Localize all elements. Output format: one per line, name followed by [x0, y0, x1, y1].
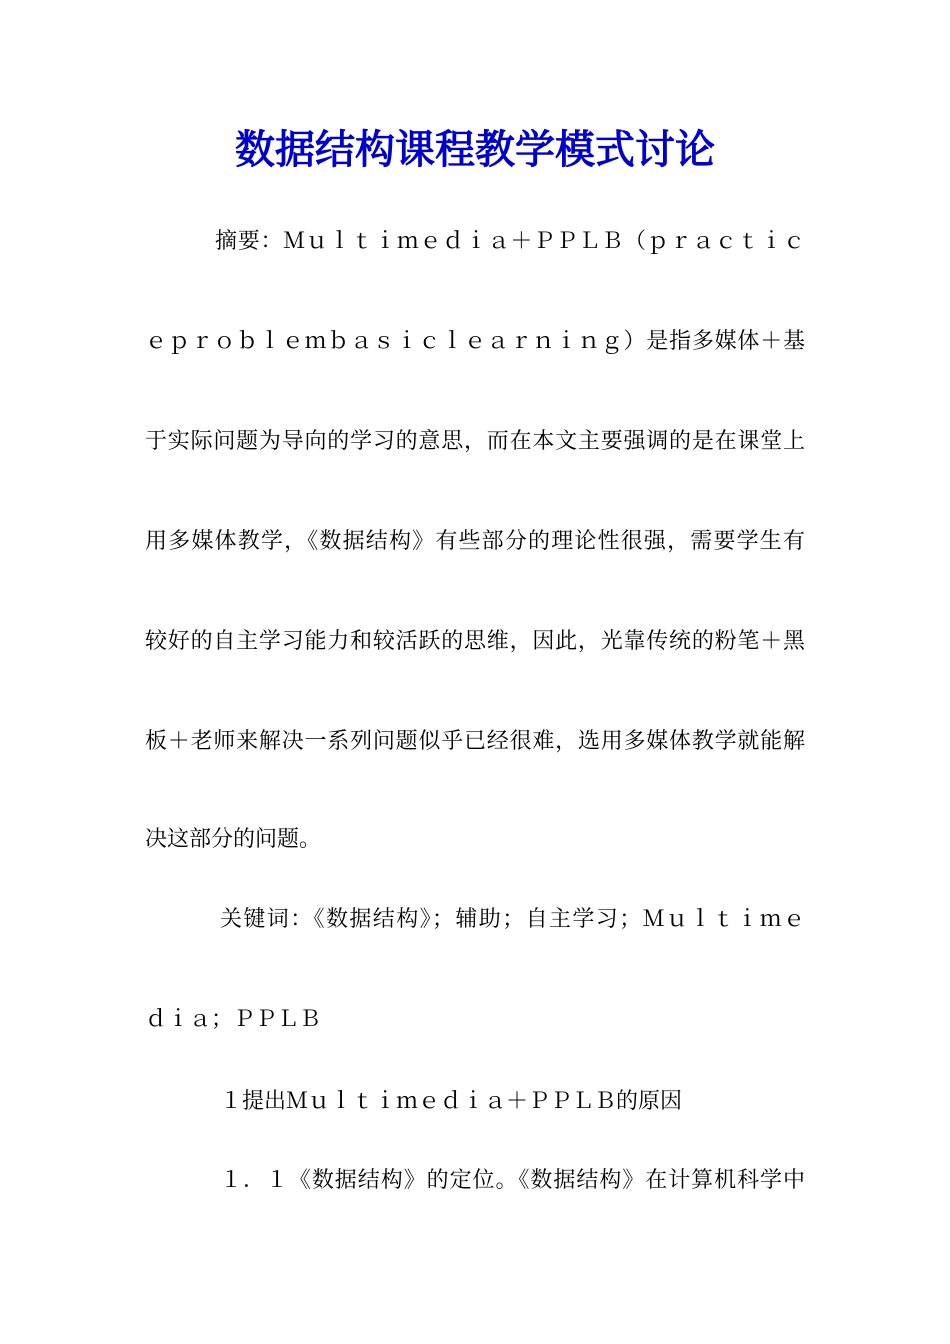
section-body-line-1: １．１《数据结构》的定位。《数据结构》在计算机科学中	[220, 1168, 805, 1193]
abstract-line-2: ｅｐｒｏｂｌｅｍｂａｓｉｃｌｅａｒｎｉｎｇ）是指多媒体＋基	[145, 329, 805, 354]
abstract-line-1: 摘要：Ｍｕｌｔｉｍｅｄｉａ＋ＰＰＬＢ（ｐｒａｃｔｉｃ	[215, 229, 805, 254]
abstract-line-6: 板＋老师来解决一系列问题似乎已经很难，选用多媒体教学就能解	[145, 729, 805, 754]
section-heading: １提出Ｍｕｌｔｉｍｅｄｉａ＋ＰＰＬＢ的原因	[220, 1089, 683, 1114]
keywords-line-1: 关键词：《数据结构》；辅助；自主学习；Ｍｕｌｔｉｍｅ	[220, 907, 805, 932]
abstract-line-7: 决这部分的问题。	[145, 827, 322, 852]
abstract-line-4: 用多媒体教学，《数据结构》有些部分的理论性很强，需要学生有	[145, 529, 805, 554]
abstract-line-5: 较好的自主学习能力和较活跃的思维，因此，光靠传统的粉笔＋黑	[145, 629, 805, 654]
abstract-line-3: 于实际问题为导向的学习的意思，而在本文主要强调的是在课堂上	[145, 429, 805, 454]
document-title: 数据结构课程教学模式讨论	[235, 127, 715, 173]
keywords-line-2: ｄｉａ；ＰＰＬＢ	[145, 1007, 322, 1032]
